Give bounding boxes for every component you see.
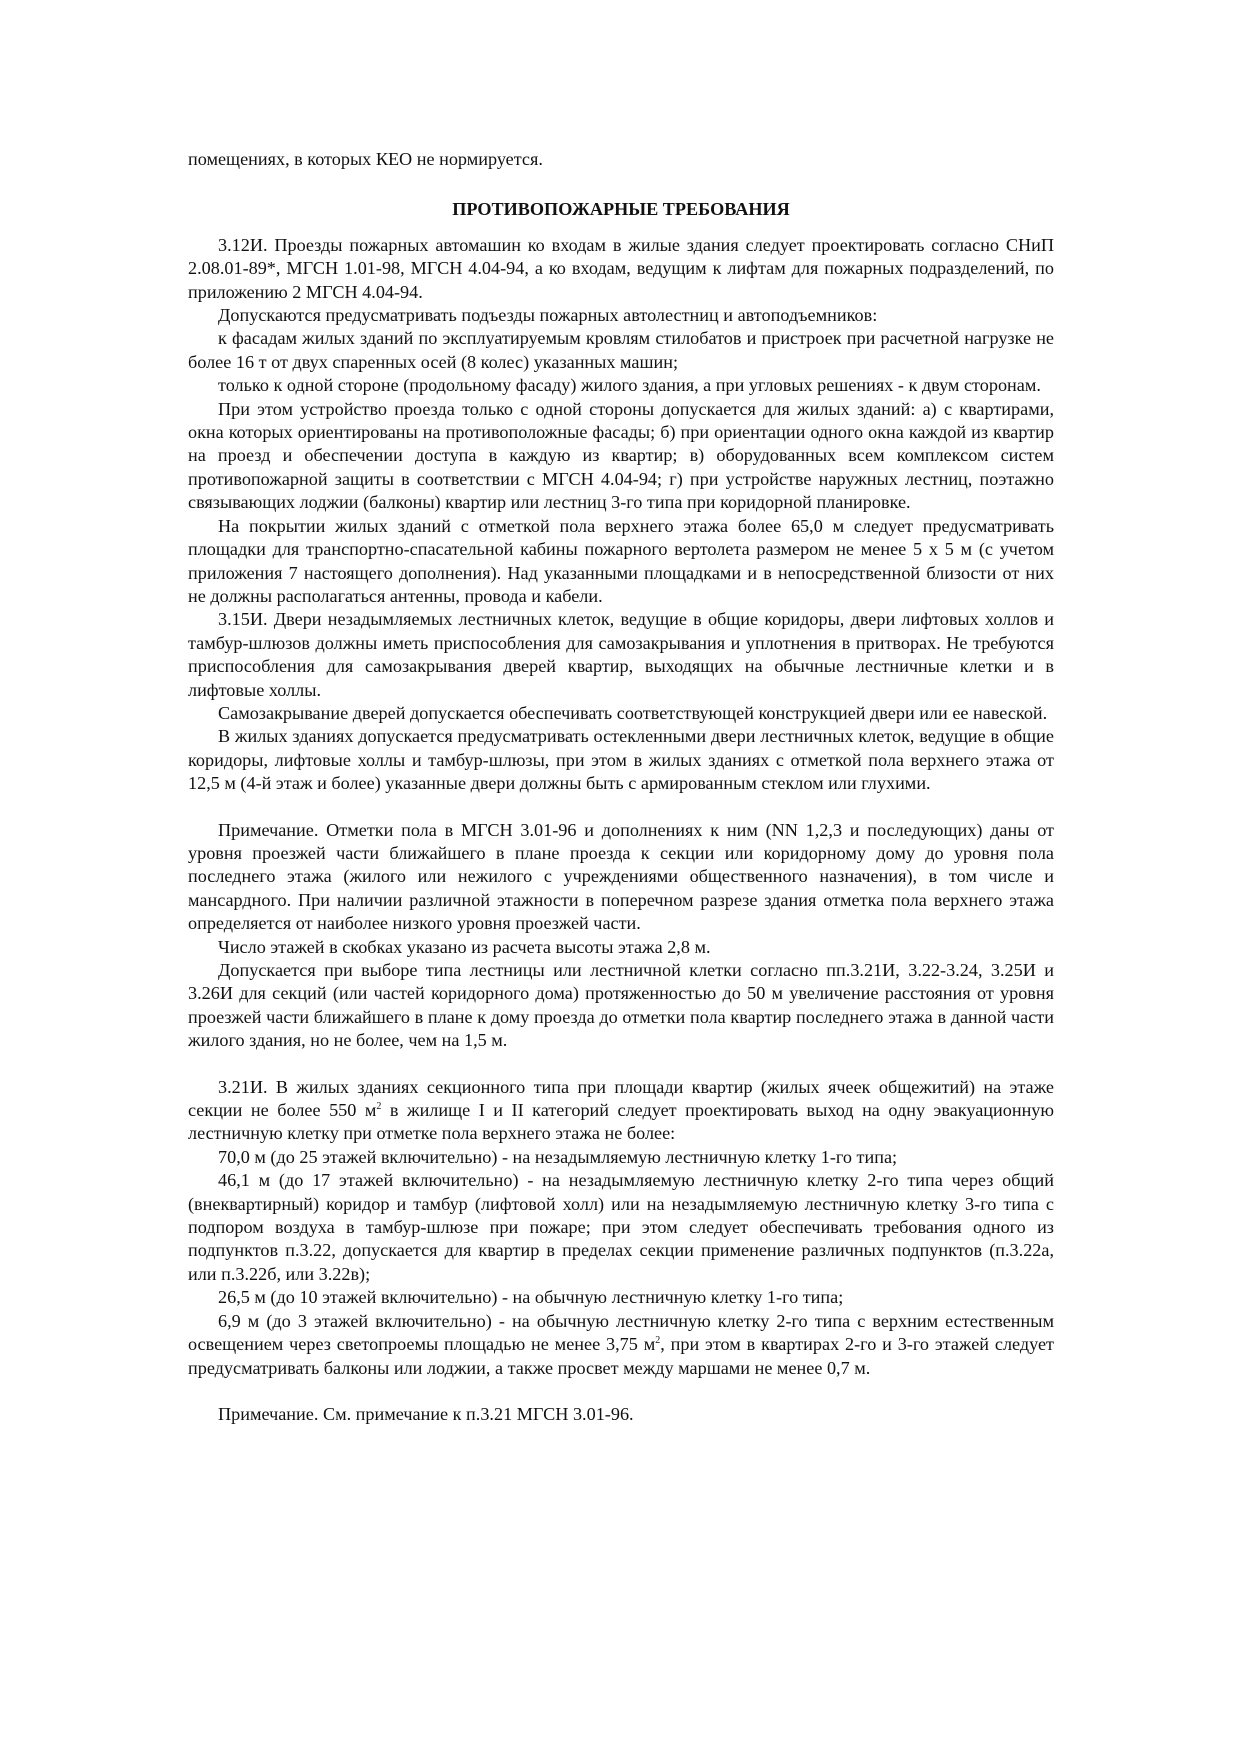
document-page [188,148,1054,1426]
lead-line: помещениях, в которых КЕО не нормируется. [188,149,543,169]
section-heading: ПРОТИВОПОЖАРНЫЕ ТРЕБОВАНИЯ [452,199,790,220]
paragraph-facades: к фасадам жилых зданий по эксплуатируемым кровлям стилобатов и пристроек при расчетной нагрузке не более 16 т от двух спаренных осей (8 колес) указанных машин; [188,328,1054,372]
spacer [188,1380,1054,1403]
paragraph-access: Допускаются предусматривать подъезды пожарных автолестниц и автоподъемников: [218,305,878,326]
spacer [188,796,1054,819]
paragraph-3-21 [188,1076,1054,1146]
paragraph-3-21-text: 3.21И. В жилых зданиях секционного типа при площади квартир (жилых ячеек общежитий) на этаже секции не более 550 м [188,1076,1054,1121]
paragraph-helipad: На покрытии жилых зданий с отметкой пола верхнего этажа более 65,0 м следует предусматривать площадки для транспортно-спасательной кабины пожарного вертолета размером не менее 5 х 5 м (с учетом приложения 7 настоящего дополнения). Над указанными площадками и в непосредственной близости от них не должны располагаться антенны, провода и кабели. [188,515,1054,606]
note-floor-levels: Примечание. Отметки пола в МГСН 3.01-96 и дополнениях к ним (NN 1,2,3 и последующих) даны от уровня проезжей части ближайшего в плане проезда к секции или коридорному дому до уровня пола последнего этажа (жилого или нежилого с учреждениями общественного назначения), в том числе и мансардного. При наличии различной этажности в поперечном разрезе здания отметка пола верхнего этажа определяется от наиболее низкого уровня проезжей части. [188,819,1054,934]
superscript: 2 [655,1335,661,1347]
note-stair-types: Допускается при выборе типа лестницы или лестничной клетки согласно пп.3.21И, 3.22-3.24, 3.25И и 3.26И для секций (или частей коридорного дома) протяженностью до 50 м увеличение расстояния от уровня проезжей части ближайшего в плане к дому проезда до отметки пола квартир последнего этажа в данной части жилого здания, но не более, чем на 1,5 м. [188,960,1054,1051]
paragraph-46m: 46,1 м (до 17 этажей включительно) - на незадымляемую лестничную клетку 2-го типа через общий (внеквартирный) коридор и тамбур (лифтовой холл) или на незадымляемую лестничную клетку 3-го типа с подпором воздуха в тамбур-шлюзе при пожаре; при этом следует обеспечивать требования одного из подпунктов п.3.22, допускается для квартир в пределах секции применение различных подпунктов (п.3.22а, или п.3.22б, или 3.22в); [188,1170,1054,1284]
superscript: 2 [376,1101,382,1113]
paragraph-3-15: 3.15И. Двери незадымляемых лестничных клеток, ведущие в общие коридоры, двери лифтовых холлов и тамбур-шлюзов должны иметь приспособления для самозакрывания и уплотнения в притворах. Не требуются приспособления для самозакрывания дверей квартир, выходящих на обычные лестничные клетки и в лифтовые холлы. [188,609,1054,700]
paragraph-3-21-text-cont: в жилище I и II категорий следует проектировать выход на одну эвакуационную лестничную клетку при отметке пола верхнего этажа не более: [188,1100,1054,1144]
note-reference: Примечание. См. примечание к п.3.21 МГСН 3.01-96. [218,1403,634,1424]
paragraph-3-12: 3.12И. Проезды пожарных автомашин ко входам в жилые здания следует проектировать согласно СНиП 2.08.01-89*, МГСН 1.01-98, МГСН 4.04-94, а ко входам, ведущим к лифтам для пожарных подразделений, по приложению 2 МГСН 4.04-94. [188,234,1054,302]
paragraph-26m: 26,5 м (до 10 этажей включительно) - на обычную лестничную клетку 1-го типа; [218,1287,844,1308]
paragraph-self-closing: Самозакрывание дверей допускается обеспечивать соответствующей конструкцией двери или ее навеской. [218,702,1048,723]
paragraph-6-9m-text-cont: , при этом в квартирах 2-го и 3-го этажей следует предусматривать балконы или лоджии, а также просвет между маршами не менее 0,7 м. [188,1334,1055,1378]
paragraph-one-side-conditions: При этом устройство проезда только с одной стороны допускается для жилых зданий: а) с квартирами, окна которых ориентированы на противоположные фасады; б) при ориентации одного окна каждой из квартир на проезд и обеспечении доступа в каждую из квартир; в) оборудованных всем комплексом систем противопожарной защиты в соответствии с МГСН 4.04-94; г) при устройстве наружных лестниц, поэтажно связывающих лоджии (балконы) квартир или лестниц 3-го типа при коридорной планировке. [188,398,1054,513]
paragraph-one-side: только к одной стороне (продольному фасаду) жилого здания, а при угловых решениях - к двум сторонам. [218,375,1041,396]
paragraph-6-9m [188,1310,1054,1380]
paragraph-glazed-doors: В жилых зданиях допускается предусматривать остекленными двери лестничных клеток, ведущие в общие коридоры, лифтовые холлы и тамбур-шлюзы, при этом в жилых зданиях с отметкой пола верхнего этажа от 12,5 м (4-й этаж и более) указанные двери должны быть с армированным стеклом или глухими. [188,726,1054,794]
paragraph-6-9m-text: 6,9 м (до 3 этажей включительно) - на обычную лестничную клетку 2-го типа с верхним естественным освещением через светопроемы площадью не менее 3,75 м [188,1310,1054,1355]
paragraph-70m: 70,0 м (до 25 этажей включительно) - на незадымляемую лестничную клетку 1-го типа; [218,1146,898,1167]
spacer [188,1053,1054,1076]
note-floor-count: Число этажей в скобках указано из расчета высоты этажа 2,8 м. [218,936,711,957]
